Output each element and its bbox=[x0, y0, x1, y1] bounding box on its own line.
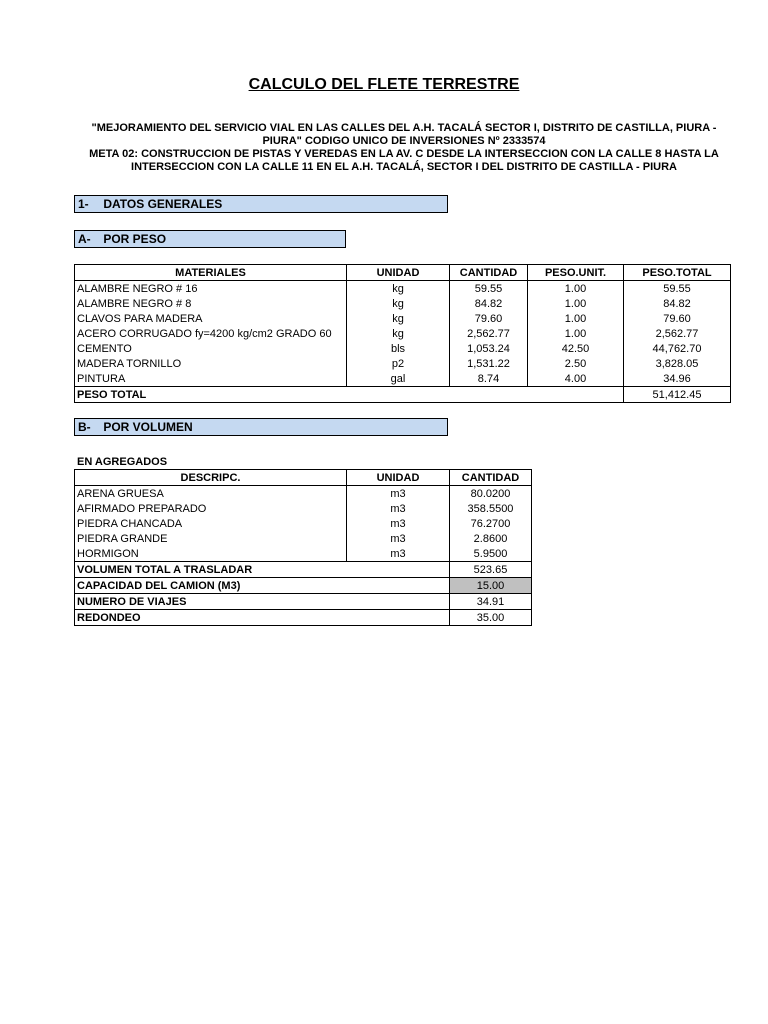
column-header: CANTIDAD bbox=[450, 470, 532, 486]
capacidad-camion-row bbox=[75, 578, 532, 594]
cantidad-cell: 5.9500 bbox=[450, 546, 532, 562]
summary-label: REDONDEO bbox=[75, 610, 450, 626]
cantidad-cell: 358.5500 bbox=[450, 501, 532, 516]
unidad-cell: m3 bbox=[347, 546, 450, 562]
project-line: "MEJORAMIENTO DEL SERVICIO VIAL EN LAS CALLES DEL A.H. TACALÁ SECTOR I, DISTRITO DE CASTILLA, PIURA - bbox=[91, 122, 717, 134]
peso-total-cell: 59.55 bbox=[624, 281, 731, 297]
project-description bbox=[84, 122, 724, 174]
project-line: META 02: CONSTRUCCION DE PISTAS Y VEREDAS EN LA AV. C DESDE LA INTERSECCION CON LA CALLE 8 HASTA LA bbox=[89, 148, 719, 160]
table-row bbox=[75, 311, 731, 326]
cantidad-cell: 79.60 bbox=[450, 311, 528, 326]
unidad-cell: bls bbox=[347, 341, 450, 356]
material-cell: CLAVOS PARA MADERA bbox=[75, 311, 347, 326]
cantidad-cell: 76.2700 bbox=[450, 516, 532, 531]
table-row bbox=[75, 326, 731, 341]
cantidad-cell: 59.55 bbox=[450, 281, 528, 297]
material-cell: ALAMBRE NEGRO # 8 bbox=[75, 296, 347, 311]
section-por-volumen bbox=[74, 418, 448, 436]
cantidad-cell: 2,562.77 bbox=[450, 326, 528, 341]
unidad-cell: m3 bbox=[347, 516, 450, 531]
peso-unit-cell: 1.00 bbox=[528, 281, 624, 297]
summary-value-input: 15.00 bbox=[450, 578, 532, 594]
material-cell: ALAMBRE NEGRO # 16 bbox=[75, 281, 347, 297]
descripcion-cell: PIEDRA CHANCADA bbox=[75, 516, 347, 531]
section-label: POR VOLUMEN bbox=[103, 420, 193, 434]
cantidad-cell: 2.8600 bbox=[450, 531, 532, 546]
table-row bbox=[75, 531, 532, 546]
cantidad-cell: 1,053.24 bbox=[450, 341, 528, 356]
table-header-row bbox=[75, 265, 731, 281]
unidad-cell: m3 bbox=[347, 531, 450, 546]
table-row bbox=[75, 546, 532, 562]
column-header: DESCRIPC. bbox=[75, 470, 347, 486]
section-label: POR PESO bbox=[103, 232, 167, 246]
material-cell: PINTURA bbox=[75, 371, 347, 387]
section-number: A- bbox=[78, 232, 91, 246]
unidad-cell: kg bbox=[347, 281, 450, 297]
peso-unit-cell: 4.00 bbox=[528, 371, 624, 387]
project-line: PIURA" CODIGO UNICO DE INVERSIONES Nº 2333574 bbox=[262, 135, 546, 147]
section-label: DATOS GENERALES bbox=[103, 197, 223, 211]
column-header: UNIDAD bbox=[347, 265, 450, 281]
table-row bbox=[75, 281, 731, 297]
material-cell: MADERA TORNILLO bbox=[75, 356, 347, 371]
table-row bbox=[75, 486, 532, 502]
unidad-cell: kg bbox=[347, 326, 450, 341]
page-title-text: CALCULO DEL FLETE TERRESTRE bbox=[248, 76, 520, 93]
table-row bbox=[75, 341, 731, 356]
descripcion-cell: PIEDRA GRANDE bbox=[75, 531, 347, 546]
peso-unit-cell: 1.00 bbox=[528, 326, 624, 341]
summary-label: VOLUMEN TOTAL A TRASLADAR bbox=[75, 562, 450, 578]
summary-value: 35.00 bbox=[450, 610, 532, 626]
volumen-total-row bbox=[75, 562, 532, 578]
descripcion-cell: ARENA GRUESA bbox=[75, 486, 347, 502]
descripcion-cell: HORMIGON bbox=[75, 546, 347, 562]
summary-label: CAPACIDAD DEL CAMION (M3) bbox=[75, 578, 450, 594]
section-number: B- bbox=[78, 420, 91, 434]
table-row bbox=[75, 296, 731, 311]
numero-viajes-row bbox=[75, 594, 532, 610]
column-header: CANTIDAD bbox=[450, 265, 528, 281]
peso-total-cell: 2,562.77 bbox=[624, 326, 731, 341]
column-header: PESO.TOTAL bbox=[624, 265, 731, 281]
peso-total-cell: 84.82 bbox=[624, 296, 731, 311]
unidad-cell: m3 bbox=[347, 501, 450, 516]
material-cell: CEMENTO bbox=[75, 341, 347, 356]
unidad-cell: kg bbox=[347, 296, 450, 311]
peso-unit-cell: 1.00 bbox=[528, 311, 624, 326]
peso-table bbox=[74, 264, 731, 403]
summary-value: 34.91 bbox=[450, 594, 532, 610]
unidad-cell: kg bbox=[347, 311, 450, 326]
page-title bbox=[0, 76, 768, 94]
peso-unit-cell: 1.00 bbox=[528, 296, 624, 311]
material-cell: ACERO CORRUGADO fy=4200 kg/cm2 GRADO 60 bbox=[75, 326, 347, 341]
peso-total-cell: 44,762.70 bbox=[624, 341, 731, 356]
descripcion-cell: AFIRMADO PREPARADO bbox=[75, 501, 347, 516]
section-datos-generales bbox=[74, 195, 448, 213]
table-row bbox=[75, 516, 532, 531]
peso-total-cell: 34.96 bbox=[624, 371, 731, 387]
project-line: INTERSECCION CON LA CALLE 11 EN EL A.H. TACALÁ, SECTOR I DEL DISTRITO DE CASTILLA - PIURA bbox=[131, 161, 677, 173]
summary-label: NUMERO DE VIAJES bbox=[75, 594, 450, 610]
volumen-table bbox=[74, 469, 532, 626]
table-row bbox=[75, 371, 731, 387]
peso-total-cell: 3,828.05 bbox=[624, 356, 731, 371]
unidad-cell: gal bbox=[347, 371, 450, 387]
column-header: MATERIALES bbox=[75, 265, 347, 281]
cantidad-cell: 1,531.22 bbox=[450, 356, 528, 371]
peso-total-cell: 79.60 bbox=[624, 311, 731, 326]
cantidad-cell: 84.82 bbox=[450, 296, 528, 311]
unidad-cell: p2 bbox=[347, 356, 450, 371]
redondeo-row bbox=[75, 610, 532, 626]
peso-total-label: PESO TOTAL bbox=[75, 387, 624, 403]
section-por-peso bbox=[74, 230, 346, 248]
cantidad-cell: 8.74 bbox=[450, 371, 528, 387]
table-header-row bbox=[75, 470, 532, 486]
column-header: UNIDAD bbox=[347, 470, 450, 486]
unidad-cell: m3 bbox=[347, 486, 450, 502]
table-row bbox=[75, 356, 731, 371]
peso-unit-cell: 2.50 bbox=[528, 356, 624, 371]
peso-unit-cell: 42.50 bbox=[528, 341, 624, 356]
table-row bbox=[75, 501, 532, 516]
peso-total-row bbox=[75, 387, 731, 403]
agregados-label: EN AGREGADOS bbox=[77, 456, 168, 468]
section-number: 1- bbox=[78, 197, 89, 211]
peso-total-value: 51,412.45 bbox=[624, 387, 731, 403]
column-header: PESO.UNIT. bbox=[528, 265, 624, 281]
cantidad-cell: 80.0200 bbox=[450, 486, 532, 502]
summary-value: 523.65 bbox=[450, 562, 532, 578]
